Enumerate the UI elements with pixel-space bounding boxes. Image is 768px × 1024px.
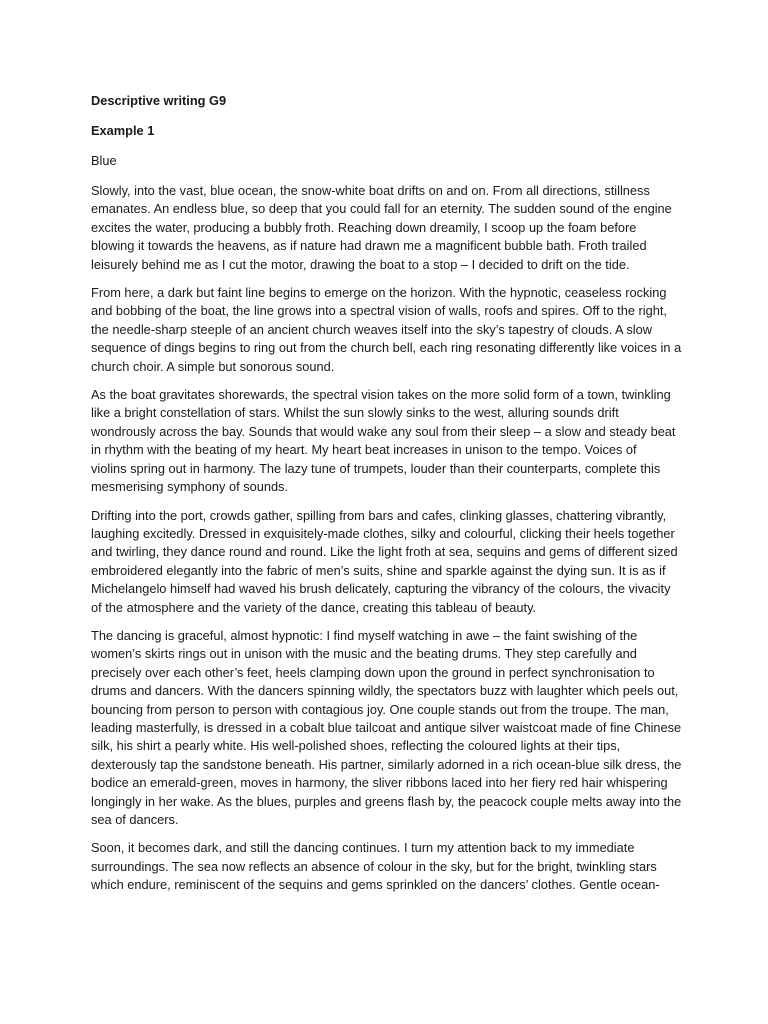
- paragraph-line: of the atmosphere and the variety of the dance, creating this tableau of beauty.: [91, 599, 537, 615]
- paragraph-line: surroundings. The sea now reflects an absence of colour in the sky, but for the bright, twinkling stars: [91, 858, 657, 874]
- paragraph-line: which endure, reminiscent of the sequins and gems sprinkled on the dancers’ clothes. Gentle ocean-: [91, 877, 660, 893]
- paragraph-line: laughing excitedly. Dressed in exquisitely-made clothes, silky and colourful, clicking their heels together: [91, 525, 675, 541]
- document-body: [91, 182, 682, 895]
- paragraph-line: From here, a dark but faint line begins to emerge on the horizon. With the hypnotic, ceaseless rocking: [91, 285, 667, 301]
- paragraph-line: violins spring out in harmony. The lazy tune of trumpets, louder than their counterparts, complete this: [91, 460, 661, 476]
- paragraph-line: and bobbing of the boat, the line grows into a spectral vision of walls, roofs and spires. Off to the right,: [91, 303, 667, 319]
- paragraph-line: in rhythm with the beating of my heart. My heart beat increases in unison to the tempo. Voices of: [91, 442, 637, 458]
- example-label: Example 1: [91, 123, 155, 138]
- paragraph-line: Soon, it becomes dark, and still the dancing continues. I turn my attention back to my immediate: [91, 840, 635, 856]
- paragraph-line: and twirling, they dance round and round. Like the light froth at sea, sequins and gems of different sized: [91, 544, 678, 560]
- document-title: Descriptive writing G9: [91, 93, 227, 108]
- paragraph-line: Michelangelo himself had waved his brush delicately, capturing the vibrancy of the colours, the vivacity: [91, 581, 671, 597]
- paragraph-line: excites the water, producing a bubbly froth. Reaching down dreamily, I scoop up the foam before: [91, 219, 637, 235]
- paragraph-line: bodice an emerald-green, moves in harmony, the sliver ribbons laced into her fiery red hair whispering: [91, 775, 668, 791]
- paragraph-line: precisely over each other’s feet, heels clamping down upon the ground in perfect synchronisation to: [91, 664, 655, 680]
- section-heading: Blue: [91, 153, 117, 168]
- paragraph-line: women’s skirts rings out in unison with the music and the beating drums. They step carefully and: [91, 646, 637, 662]
- paragraph-line: sequence of dings begins to ring out from the church bell, each ring resonating differently like voices in a: [91, 340, 682, 356]
- paragraph-line: bouncing from person to person with contagious joy. One couple stands out from the troupe. The man,: [91, 701, 669, 717]
- paragraph-line: drums and dancers. With the dancers spinning wildly, the spectators buzz with laughter which peels out,: [91, 683, 679, 699]
- body-paragraph: [91, 182, 682, 274]
- paragraph-line: longingly in her wake. As the blues, purples and greens flash by, the peacock couple melts away into the: [91, 793, 682, 809]
- body-paragraph: [91, 386, 682, 496]
- paragraph-line: sea of dancers.: [91, 812, 179, 827]
- paragraph-line: leading masterfully, is dressed in a cobalt blue tailcoat and antique silver waistcoat made of fine Chinese: [91, 719, 682, 735]
- body-paragraph: [91, 507, 682, 617]
- paragraph-line: silk, his shirt a pearly white. His well-polished shoes, reflecting the coloured lights at their tips,: [91, 738, 621, 754]
- paragraph-line: church choir. A simple but sonorous sound.: [91, 358, 335, 374]
- body-paragraph: [91, 839, 682, 894]
- paragraph-line: The dancing is graceful, almost hypnotic: I find myself watching in awe – the faint swishing of the: [91, 627, 638, 643]
- paragraph-line: embroidered elegantly into the fabric of men’s suits, shine and sparkle against the dying sun. It is as if: [91, 562, 666, 578]
- body-paragraph: [91, 627, 682, 829]
- paragraph-line: leisurely behind me as I cut the motor, drawing the boat to a stop – I decided to drift on the tide.: [91, 256, 630, 272]
- paragraph-line: emanates. An endless blue, so deep that you could fall for an eternity. The sudden sound of the engine: [91, 201, 672, 217]
- paragraph-line: dexterously tap the sandstone beneath. His partner, similarly adorned in a rich ocean-blue silk dress, the: [91, 756, 682, 772]
- paragraph-line: like a bright constellation of stars. Whilst the sun slowly sinks to the west, alluring sounds drift: [91, 405, 619, 421]
- paragraph-line: Slowly, into the vast, blue ocean, the snow-white boat drifts on and on. From all directions, stillness: [91, 183, 650, 198]
- paragraph-line: wondrously across the bay. Sounds that would wake any soul from their sleep – a slow and steady beat: [91, 423, 676, 439]
- paragraph-line: As the boat gravitates shorewards, the spectral vision takes on the more solid form of a town, twinkling: [91, 387, 671, 403]
- body-paragraph: [91, 284, 682, 376]
- paragraph-line: Drifting into the port, crowds gather, spilling from bars and cafes, clinking glasses, chattering vibrantly,: [91, 507, 667, 523]
- paragraph-line: the needle-sharp steeple of an ancient church weaves itself into the sky’s tapestry of clouds. A slow: [91, 321, 653, 337]
- paragraph-line: mesmerising symphony of sounds.: [91, 479, 289, 495]
- paragraph-line: blowing it towards the heavens, as if nature had drawn me a magnificent bubble bath. Froth trailed: [91, 238, 647, 254]
